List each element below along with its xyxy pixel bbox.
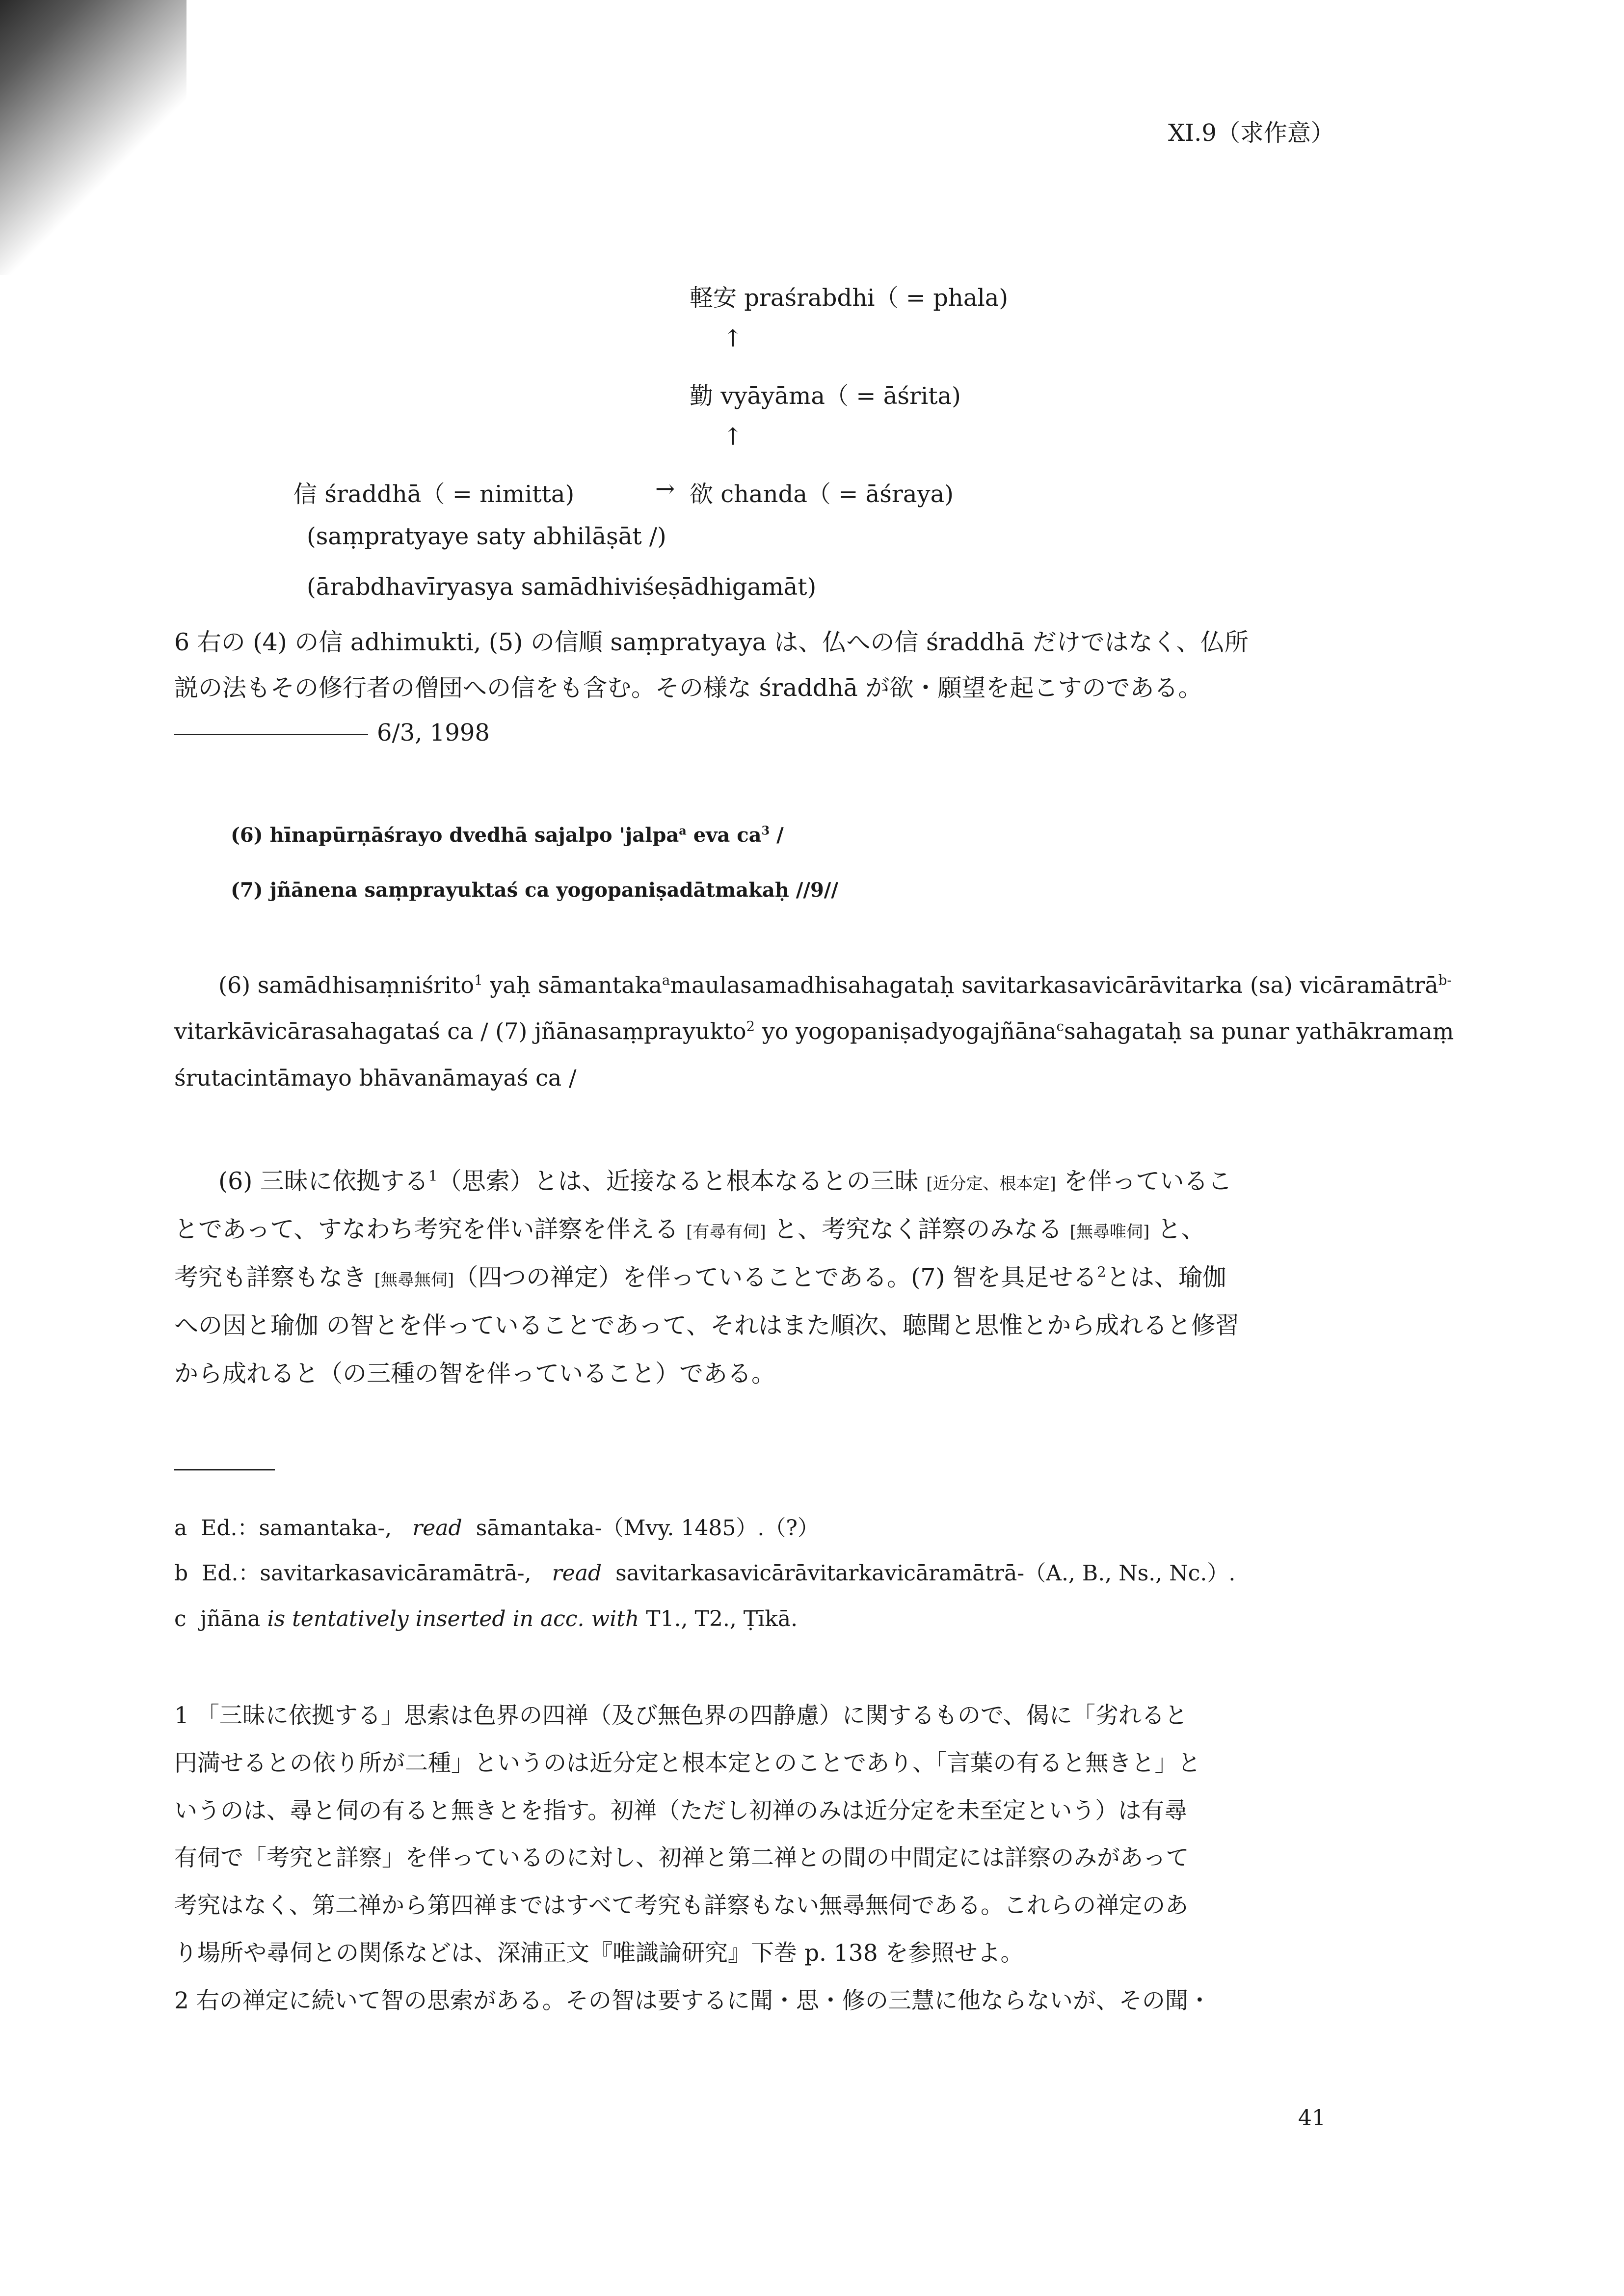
arrow-up-icon: ↑ <box>723 325 743 352</box>
sanskrit-commentary <box>174 962 1454 1101</box>
translation-line: への因と瑜伽 の智とを伴っていることであって、それはまた順次、聴聞と思惟とから成れると修習 <box>174 1311 1240 1339</box>
note-6-date: 6/3, 1998 <box>377 719 490 747</box>
dash-rule <box>174 734 368 735</box>
diagram-gloss-1: (saṃpratyaye saty abhilāṣāt /) <box>307 523 666 550</box>
footnote-1-line: 考究はなく、第二禅から第四禅まではすべて考究も詳察もない無尋無伺である。これらの禅定のあ <box>174 1892 1189 1920</box>
apparatus-a: a Ed.：samantaka-, read sāmantaka-（Mvy. 1485）.（?） <box>174 1516 819 1541</box>
footnote-rule <box>174 1469 275 1470</box>
verse-line-6: (6) hīnapūrṇāśrayo dvedhā sajalpo 'jalpa$^a$ eva $ca^3$ / <box>231 823 784 847</box>
diagram-row-vyayama: 勤 vyāyāma（ = āśrita) <box>690 382 961 410</box>
footnote-1-line: 円満せるとの依り所が二種」というのは近分定と根本定とのことであり、「言葉の有ると無きと」と <box>174 1749 1201 1777</box>
diagram-row-chanda: 欲 chanda（ = āśraya) <box>690 481 954 508</box>
verse-line-7: (7) jñānena saṃprayuktaś ca yogopaniṣadātmakaḥ //9// <box>231 879 839 902</box>
commentary-line: vitarkāvicārasahagataś ca / (7) jñānasaṃprayukto$^2$ yo yogopaniṣadyogajñāna$^c$sahagataḥ sa punar yathākramaṃ <box>174 1018 1454 1045</box>
critical-apparatus <box>174 1506 1323 1642</box>
translation-line: 考究も詳察もなき [無尋無伺]（四つの禅定）を伴っていることである。(7) 智を具足せる$^2$とは、瑜伽 <box>174 1263 1226 1291</box>
footnote-1-line: り場所や尋伺との関係などは、深浦正文『唯識論研究』下巻 p. 138 を参照せよ。 <box>174 1940 1024 1967</box>
japanese-translation <box>174 1157 1323 1398</box>
footnote-1-line: 有伺で「考究と詳察」を伴っているのに対し、初禅と第二禅との間の中間定には詳察のみがあって <box>174 1844 1189 1872</box>
apparatus-b: b Ed.：savitarkasavicāramātrā-, read savitarkasavicārāvitarkavicāramātrā-（A., B., Ns., Nc.）. <box>174 1561 1236 1586</box>
translation-line: とであって、すなわち考究を伴い詳察を伴える [有尋有伺] と、考究なく詳察のみなる [無尋唯伺] と、 <box>174 1215 1205 1243</box>
translation-line: から成れると（の三種の智を伴っていること）である。 <box>174 1360 776 1388</box>
diagram-gloss-2: (ārabdhavīryasya samādhiviśeṣādhigamāt) <box>307 573 817 601</box>
note-6-line: 6 右の (4) の信 adhimukti, (5) の信順 saṃpratyaya は、仏への信 śraddhā だけではなく、仏所 <box>174 628 1249 656</box>
apparatus-c: c jñāna is tentatively inserted in acc. with T1., T2., Ṭīkā. <box>174 1606 798 1631</box>
footnotes <box>174 1692 1323 2025</box>
page-number: 41 <box>1298 2106 1326 2131</box>
arrow-up-icon: ↑ <box>723 423 743 451</box>
translation-line: (6) 三昧に依拠する$^1$（思索）とは、近接なると根本なるとの三昧 [近分定、根本定] を伴っているこ <box>218 1167 1232 1195</box>
commentary-line: (6) samādhisaṃniśrito$^1$ yaḥ sāmantaka$^a$maulasamadhisahagataḥ savitarkasavicārāvitarka (sa) vicāramātrā$^{b-}$ <box>218 972 1452 998</box>
note-6-date-line <box>174 711 1323 755</box>
diagram-row-prasrabdhi: 軽安 praśrabdhi（ = phala) <box>690 284 1009 312</box>
footnote-1-line: 1 「三昧に依拠する」思索は色界の四禅（及び無色界の四静慮）に関するもので、偈に「劣れると <box>174 1702 1188 1729</box>
running-header: XI.9（求作意） <box>1168 119 1334 147</box>
note-6 <box>174 619 1323 755</box>
footnote-1-line: いうのは、尋と伺の有ると無きとを指す。初禅（ただし初禅のみは近分定を未至定という）は有尋 <box>174 1797 1188 1824</box>
footnote-2-line: 2 右の禅定に続いて智の思索がある。その智は要するに聞・思・修の三慧に他ならないが、その聞・ <box>174 1987 1211 2014</box>
commentary-line: śrutacintāmayo bhāvanāmayaś ca / <box>174 1064 577 1091</box>
scan-corner-shadow <box>0 0 186 275</box>
note-6-line: 説の法もその修行者の僧団への信をも含む。その様な śraddhā が欲・願望を起こすのである。 <box>174 674 1202 702</box>
arrow-right-icon: → <box>655 475 675 503</box>
diagram-row-sraddha: 信 śraddhā（ = nimitta) <box>293 481 575 508</box>
